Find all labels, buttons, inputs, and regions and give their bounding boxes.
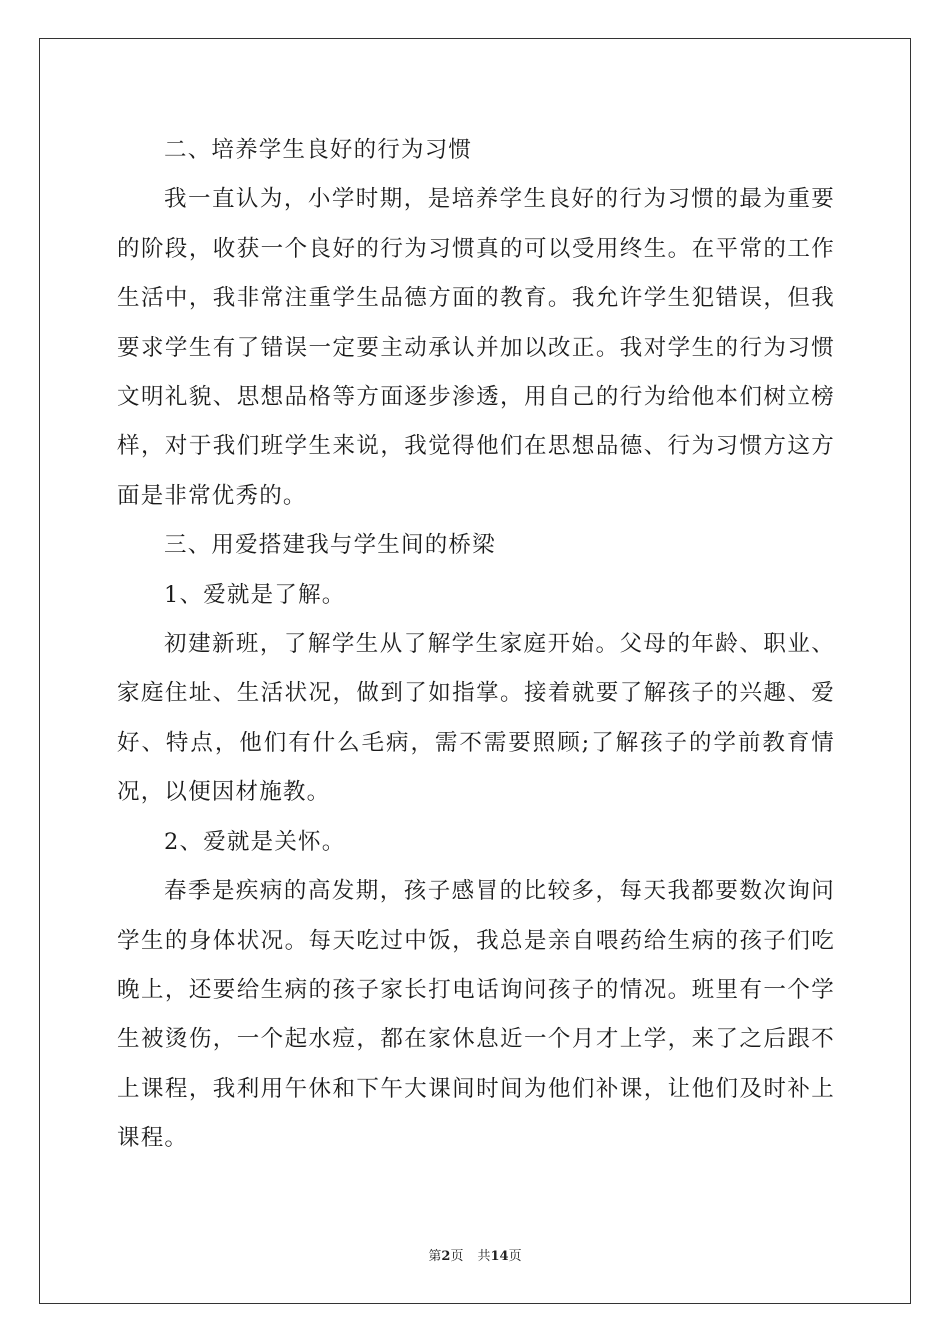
paragraph-care: 春季是疾病的高发期，孩子感冒的比较多，每天我都要数次询问学生的身体状况。每天吃过中饭，我总是亲自喂药给生病的孩子们吃晚上，还要给生病的孩子家长打电话询问孩子的情况。班里有一个学生被烫伤，一个起水痘，都在家休息近一个月才上学，来了之后跟不上课程，我利用午休和下午大课间时间为他们补课，让他们及时补上课程。 bbox=[117, 878, 835, 1152]
paragraph-understanding: 初建新班，了解学生从了解学生家庭开始。父母的年龄、职业、家庭住址、生活状况，做到了如指掌。接着就要了解孩子的兴趣、爱好、特点，他们有什么毛病，需不需要照顾;了解孩子的学前教育情况，以便因材施教。 bbox=[117, 631, 835, 806]
subheading-care: 2、爱就是关怀。 bbox=[164, 828, 346, 855]
subheading-understanding: 1、爱就是了解。 bbox=[164, 581, 346, 608]
page-number-total: 14 bbox=[490, 1249, 509, 1264]
page-prefix: 第 bbox=[428, 1249, 442, 1264]
page-number-current: 2 bbox=[441, 1249, 451, 1264]
total-suffix: 页 bbox=[508, 1249, 522, 1264]
page-footer bbox=[0, 1248, 950, 1266]
section-heading-2: 二、培养学生良好的行为习惯 bbox=[164, 137, 473, 163]
page-suffix: 页 bbox=[450, 1249, 464, 1264]
total-prefix: 共 bbox=[477, 1249, 491, 1264]
paragraph-behavior-habits: 我一直认为，小学时期，是培养学生良好的行为习惯的最为重要的阶段，收获一个良好的行为习惯真的可以受用终生。在平常的工作生活中，我非常注重学生品德方面的教育。我允许学生犯错误，但我要求学生有了错误一定要主动承认并加以改正。我对学生的行为习惯文明礼貌、思想品格等方面逐步渗透，用自己的行为给他本们树立榜样，对于我们班学生来说，我觉得他们在思想品德、行为习惯方这方面是非常优秀的。 bbox=[117, 186, 835, 509]
section-heading-3: 三、用爱搭建我与学生间的桥梁 bbox=[164, 532, 496, 559]
document-body bbox=[117, 126, 835, 1164]
